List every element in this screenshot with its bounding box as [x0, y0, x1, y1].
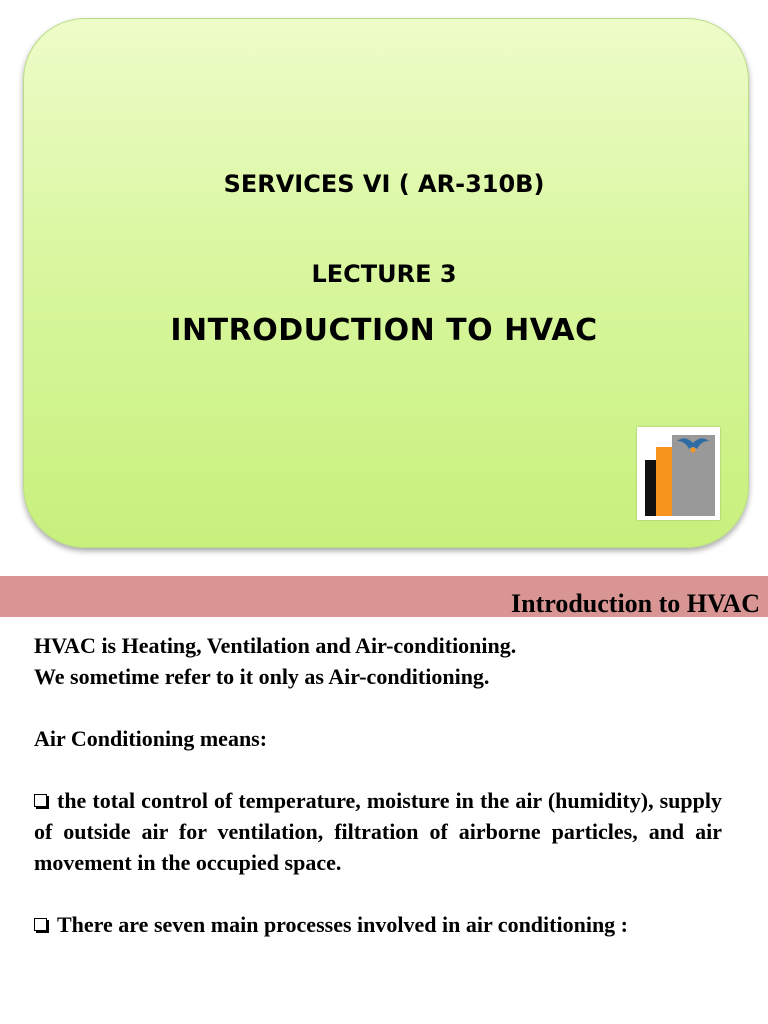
definition-line: HVAC is Heating, Ventilation and Air-conditioning.: [34, 633, 517, 658]
logo-orange-bar: [656, 447, 672, 516]
slide-content: [34, 630, 722, 940]
lecture-number: LECTURE 3: [311, 260, 457, 288]
section-intro: Air Conditioning means:: [34, 726, 268, 751]
logo-dot: [691, 448, 696, 453]
slide-title: INTRODUCTION TO HVAC: [170, 313, 598, 348]
bullet-item: [34, 909, 722, 940]
definition-line-2: We sometime refer to it only as Air-conditioning.: [34, 664, 490, 689]
course-code: SERVICES VI ( AR-310B): [223, 170, 545, 198]
logo-gray-bar: [672, 435, 715, 516]
section-header: Introduction to HVAC: [511, 589, 760, 618]
bullet-text: the total control of temperature, moisture in the air (humidity), supply of outside air for ventilation, filtration of airborne particles, and air movement in the occupied space.: [34, 788, 722, 875]
logo-black-bar: [645, 460, 656, 516]
checkbox-bullet-icon: [34, 918, 47, 931]
bullet-text: There are seven main processes involved in air conditioning :: [57, 912, 629, 937]
logo-graphic: [637, 427, 720, 520]
institution-logo-icon: [637, 427, 720, 520]
bullet-item: [34, 785, 722, 878]
checkbox-bullet-icon: [34, 794, 47, 807]
